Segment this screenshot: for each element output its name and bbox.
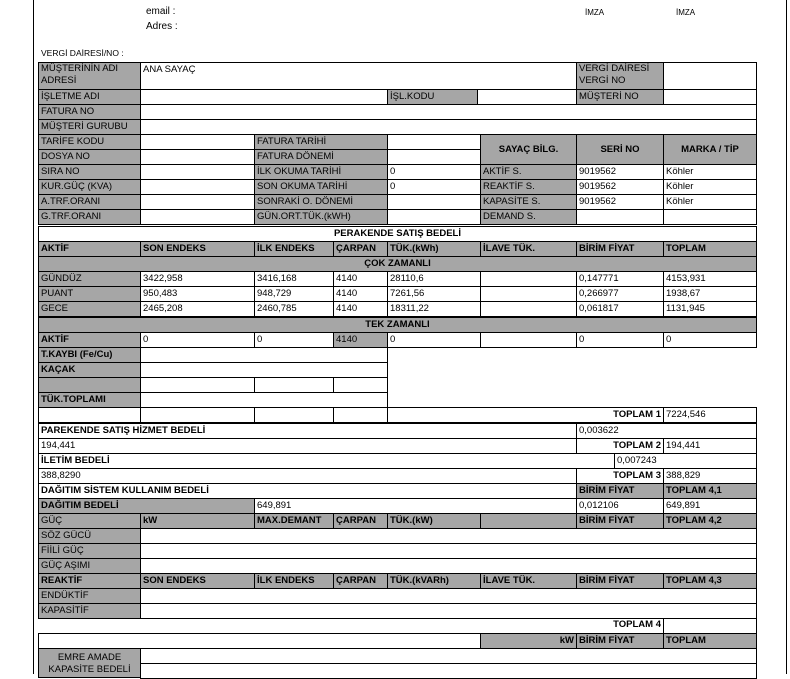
retail-title: PERAKENDE SATIŞ BEDELİ (38, 226, 757, 242)
service-rate: 0,003622 (576, 423, 757, 439)
capacity-kw-header: kW (480, 633, 577, 649)
toplam3-label: TOPLAM 3 (576, 468, 664, 484)
table-cell: 1131,945 (663, 301, 757, 317)
gun-ort-value (387, 209, 481, 225)
table-cell (480, 301, 577, 317)
table-cell (480, 286, 577, 302)
table-cell (140, 347, 388, 363)
table-cell (140, 558, 757, 574)
reactive-col-header: İLAVE TÜK. (480, 573, 577, 589)
isletme-adi-label: İŞLETME ADI (38, 89, 141, 105)
table-cell: 0 (663, 332, 757, 348)
fatura-tarihi-label: FATURA TARİHİ (254, 134, 388, 150)
musteri-adi-label: MÜŞTERİNİN ADI ADRESİ (38, 62, 141, 90)
meter-row-seri: 9019562 (576, 194, 664, 210)
isl-kodu-value (477, 89, 577, 105)
distribution-birim-header: BİRİM FİYAT (576, 483, 664, 499)
table-cell (140, 392, 388, 408)
fatura-donemi-label: FATURA DÖNEMİ (254, 149, 388, 165)
reactive-col-header: REAKTİF (38, 573, 141, 589)
meter-row-marka (663, 209, 757, 225)
table-cell (140, 528, 757, 544)
transmission-title: İLETİM BEDELİ (38, 453, 615, 469)
son-okuma-label: SON OKUMA TARİHİ (254, 179, 388, 195)
tuk-toplami-label: TÜK.TOPLAMI (38, 392, 141, 408)
table-cell: 4140 (333, 271, 388, 287)
meter-row-marka: Köhler (663, 164, 757, 180)
distribution-title: DAĞITIM SİSTEM KULLANIM BEDELİ (38, 483, 577, 499)
guc-header: GÜÇ (38, 513, 141, 529)
carpan-header: ÇARPAN (333, 513, 388, 529)
power-row-label: SÖZ GÜCÜ (38, 528, 141, 544)
meter-row-seri: 9019562 (576, 164, 664, 180)
retail-col-header: SON ENDEKS (140, 241, 255, 257)
email-label: email : (146, 6, 176, 17)
meter-row-marka: Köhler (663, 194, 757, 210)
kacak-label: KAÇAK (38, 362, 141, 378)
table-cell: 0,266977 (576, 286, 664, 302)
table-row-label: GÜNDÜZ (38, 271, 141, 287)
imza-label-1: İMZA (585, 8, 605, 17)
table-cell: 0 (254, 332, 334, 348)
table-cell: 4153,931 (663, 271, 757, 287)
reactive-col-header: SON ENDEKS (140, 573, 255, 589)
musteri-gurubu-label: MÜŞTERİ GURUBU (38, 119, 141, 135)
table-cell: 2460,785 (254, 301, 334, 317)
fatura-no-label: FATURA NO (38, 104, 141, 120)
table-cell: 4140 (333, 301, 388, 317)
table-row-label: GECE (38, 301, 141, 317)
sira-no-label: SIRA NO (38, 164, 141, 180)
toplam42-header: TOPLAM 4,2 (663, 513, 757, 529)
meter-row-label: AKTİF S. (480, 164, 577, 180)
musteri-no-label: MÜŞTERİ NO (576, 89, 664, 105)
toplam41-header: TOPLAM 4,1 (663, 483, 757, 499)
table-cell: 948,729 (254, 286, 334, 302)
table-cell: 0 (387, 332, 481, 348)
table-cell (140, 362, 388, 378)
sayac-bilg-header: SAYAÇ BİLG. (480, 134, 577, 165)
a-trf-value (140, 194, 255, 210)
table-cell (140, 407, 255, 423)
service-title: PAREKENDE SATIŞ HİZMET BEDELİ (38, 423, 577, 439)
meter-row-marka: Köhler (663, 179, 757, 195)
table-cell: 0,147771 (576, 271, 664, 287)
service-value: 194,441 (38, 438, 577, 454)
table-cell: 2465,208 (140, 301, 255, 317)
tarife-kodu-value (140, 134, 255, 150)
table-cell (480, 332, 577, 348)
isletme-adi-value (140, 89, 388, 105)
table-cell: 950,483 (140, 286, 255, 302)
meter-row-label: REAKTİF S. (480, 179, 577, 195)
right-border (786, 0, 787, 674)
toplam2-label: TOPLAM 2 (576, 438, 664, 454)
musteri-gurubu-value (140, 119, 757, 135)
dosya-no-value (140, 149, 255, 165)
ilk-okuma-label: İLK OKUMA TARİHİ (254, 164, 388, 180)
meter-row-label: KAPASİTE S. (480, 194, 577, 210)
table-cell (140, 377, 255, 393)
a-trf-label: A.TRF.ORANI (38, 194, 141, 210)
reactive-col-header: BİRİM FİYAT (576, 573, 664, 589)
transmission-value: 388,8290 (38, 468, 577, 484)
table-cell: 1938,67 (663, 286, 757, 302)
tek-zamanli-header: TEK ZAMANLI (38, 317, 757, 333)
reactive-col-header: TÜK.(kVARh) (387, 573, 481, 589)
table-cell: 18311,22 (387, 301, 481, 317)
toplam2-value: 194,441 (663, 438, 757, 454)
table-cell: 28110,6 (387, 271, 481, 287)
table-cell: 4140 (333, 286, 388, 302)
power-row-label: FİİLİ GÜÇ (38, 543, 141, 559)
table-cell (140, 543, 757, 559)
toplam1-value: 7224,546 (663, 407, 757, 423)
table-cell: 0,061817 (576, 301, 664, 317)
fatura-tarihi-value (387, 134, 481, 150)
table-cell (38, 407, 141, 423)
meter-row-label: DEMAND S. (480, 209, 577, 225)
toplam4-value (663, 618, 757, 634)
retail-col-header: AKTİF (38, 241, 141, 257)
musteri-adi-value: ANA SAYAÇ (140, 62, 577, 90)
retail-col-header: TÜK.(kWh) (387, 241, 481, 257)
table-cell: 3422,958 (140, 271, 255, 287)
table-row-label: AKTİF (38, 332, 141, 348)
table-cell (140, 648, 757, 664)
blank-row-label (38, 377, 141, 393)
t-kaybi-label: T.KAYBI (Fe/Cu) (38, 347, 141, 363)
tuk-kw-header: TÜK.(kW) (387, 513, 481, 529)
table-row-label: PUANT (38, 286, 141, 302)
vergi-dairesi-label: VERGİ DAİRESİ VERGİ NO (576, 62, 664, 90)
reactive-col-header: TOPLAM 4,3 (663, 573, 757, 589)
capacity-birim-header: BİRİM FİYAT (576, 633, 664, 649)
sonraki-donem-value (387, 194, 481, 210)
retail-col-header: BİRİM FİYAT (576, 241, 664, 257)
seri-no-header: SERİ NO (576, 134, 664, 165)
retail-col-header: TOPLAM (663, 241, 757, 257)
toplam3-value: 388,829 (663, 468, 757, 484)
power-birim-header: BİRİM FİYAT (576, 513, 664, 529)
dosya-no-label: DOSYA NO (38, 149, 141, 165)
sonraki-donem-label: SONRAKİ O. DÖNEMİ (254, 194, 388, 210)
toplam1-label: TOPLAM 1 (387, 407, 664, 423)
max-demant-header: MAX.DEMANT (254, 513, 334, 529)
toplam4-label: TOPLAM 4 (38, 618, 664, 634)
reactive-col-header: ÇARPAN (333, 573, 388, 589)
reactive-col-header: İLK ENDEKS (254, 573, 334, 589)
g-trf-value (140, 209, 255, 225)
isl-kodu-label: İŞL.KODU (387, 89, 478, 105)
retail-col-header: İLAVE TÜK. (480, 241, 577, 257)
table-cell (140, 663, 757, 679)
dagitim-bedeli-value: 649,891 (254, 498, 577, 514)
kur-guc-value (140, 179, 255, 195)
retail-col-header: İLK ENDEKS (254, 241, 334, 257)
imza-label-2: İMZA (676, 8, 696, 17)
table-cell (254, 377, 334, 393)
fatura-no-value (140, 104, 757, 120)
table-cell (333, 407, 388, 423)
kw-header: kW (140, 513, 255, 529)
capacity-toplam-header: TOPLAM (663, 633, 757, 649)
g-trf-label: G.TRF.ORANI (38, 209, 141, 225)
power-blank-header (480, 513, 577, 529)
sira-no-value (140, 164, 255, 180)
dagitim-bedeli-label: DAĞITIM BEDELİ (38, 498, 255, 514)
reactive-row-label: KAPASİTİF (38, 603, 141, 619)
gun-ort-label: GÜN.ORT.TÜK.(kWH) (254, 209, 388, 225)
table-cell (140, 588, 757, 604)
left-border (33, 0, 34, 674)
table-cell (140, 603, 757, 619)
table-cell (333, 377, 388, 393)
cok-zamanli-header: ÇOK ZAMANLI (38, 256, 757, 272)
meter-row-seri: 9019562 (576, 179, 664, 195)
table-cell (254, 407, 334, 423)
table-cell: 7261,56 (387, 286, 481, 302)
dagitim-rate: 0,012106 (576, 498, 664, 514)
table-cell: 0 (576, 332, 664, 348)
retail-col-header: ÇARPAN (333, 241, 388, 257)
tarife-kodu-label: TARİFE KODU (38, 134, 141, 150)
dagitim-total: 649,891 (663, 498, 757, 514)
ilk-okuma-value: 0 (387, 164, 481, 180)
adres-label: Adres : (146, 21, 178, 32)
vergi-dairesi-value (663, 62, 757, 90)
table-cell (480, 271, 577, 287)
vergi-dairesi-no: VERGİ DAİRESİ/NO : (41, 48, 124, 58)
capacity-label: EMRE AMADE KAPASİTE BEDELİ (38, 648, 141, 678)
meter-row-seri (576, 209, 664, 225)
table-cell: 0 (140, 332, 255, 348)
capacity-blank (38, 633, 481, 649)
musteri-no-value (663, 89, 757, 105)
table-cell: 4140 (333, 332, 388, 348)
fatura-donemi-value (387, 149, 481, 165)
power-row-label: GÜÇ AŞIMI (38, 558, 141, 574)
reactive-row-label: ENDÜKTİF (38, 588, 141, 604)
kur-guc-label: KUR.GÜÇ (KVA) (38, 179, 141, 195)
transmission-rate: 0,007243 (614, 453, 757, 469)
son-okuma-value: 0 (387, 179, 481, 195)
marka-tip-header: MARKA / TİP (663, 134, 757, 165)
table-cell: 3416,168 (254, 271, 334, 287)
